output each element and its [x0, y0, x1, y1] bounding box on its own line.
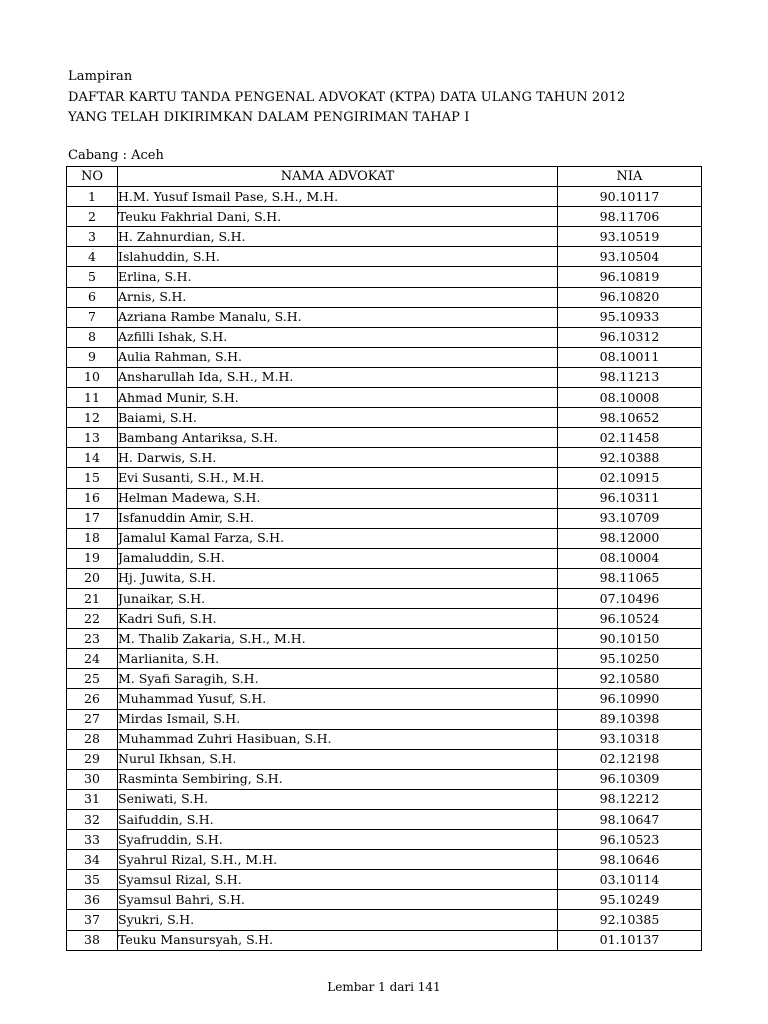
- table-row: [67, 548, 702, 568]
- nia-number: 02.12198: [558, 749, 702, 769]
- advocate-name: Jamaluddin, S.H.: [118, 548, 558, 568]
- row-number: 25: [67, 669, 118, 689]
- table-row: [67, 749, 702, 769]
- table-row: [67, 247, 702, 267]
- advocate-name: Islahuddin, S.H.: [118, 247, 558, 267]
- table-row: [67, 528, 702, 548]
- table-row: [67, 789, 702, 809]
- nia-number: 98.10646: [558, 850, 702, 870]
- advocate-name: Muhammad Zuhri Hasibuan, S.H.: [118, 729, 558, 749]
- nia-number: 93.10504: [558, 247, 702, 267]
- row-number: 15: [67, 468, 118, 488]
- table-row: [67, 709, 702, 729]
- table-row: [67, 267, 702, 287]
- lampiran-label: Lampiran: [68, 69, 133, 84]
- row-number: 6: [67, 287, 118, 307]
- row-number: 18: [67, 528, 118, 548]
- nia-number: 98.10647: [558, 810, 702, 830]
- row-number: 33: [67, 830, 118, 850]
- advocate-name: Kadri Sufi, S.H.: [118, 609, 558, 629]
- document-header: [68, 67, 708, 129]
- table-row: [67, 347, 702, 367]
- nia-number: 98.10652: [558, 408, 702, 428]
- row-number: 13: [67, 428, 118, 448]
- row-number: 30: [67, 769, 118, 789]
- row-number: 9: [67, 347, 118, 367]
- header-nia: NIA: [558, 167, 702, 187]
- nia-number: 02.10915: [558, 468, 702, 488]
- nia-number: 98.12212: [558, 789, 702, 809]
- table-row: [67, 910, 702, 930]
- table-row: [67, 568, 702, 588]
- row-number: 2: [67, 207, 118, 227]
- nia-number: 98.12000: [558, 528, 702, 548]
- advocate-name: Syafruddin, S.H.: [118, 830, 558, 850]
- advocate-name: Syahrul Rizal, S.H., M.H.: [118, 850, 558, 870]
- nia-number: 89.10398: [558, 709, 702, 729]
- nia-number: 96.10523: [558, 830, 702, 850]
- row-number: 34: [67, 850, 118, 870]
- advocate-name: Teuku Fakhrial Dani, S.H.: [118, 207, 558, 227]
- advocate-name: Saifuddin, S.H.: [118, 810, 558, 830]
- row-number: 23: [67, 629, 118, 649]
- advocate-table: [66, 166, 702, 951]
- row-number: 14: [67, 448, 118, 468]
- nia-number: 95.10249: [558, 890, 702, 910]
- nia-number: 96.10819: [558, 267, 702, 287]
- row-number: 37: [67, 910, 118, 930]
- row-number: 5: [67, 267, 118, 287]
- page-footer: Lembar 1 dari 141: [327, 980, 441, 994]
- table-row: [67, 669, 702, 689]
- table-row: [67, 488, 702, 508]
- advocate-name: Seniwati, S.H.: [118, 789, 558, 809]
- table-row: [67, 327, 702, 347]
- advocate-name: Mirdas Ismail, S.H.: [118, 709, 558, 729]
- nia-number: 96.10312: [558, 327, 702, 347]
- table-row: [67, 388, 702, 408]
- row-number: 3: [67, 227, 118, 247]
- table-row: [67, 870, 702, 890]
- nia-number: 93.10519: [558, 227, 702, 247]
- nia-number: 07.10496: [558, 588, 702, 608]
- nia-number: 98.11065: [558, 568, 702, 588]
- row-number: 24: [67, 649, 118, 669]
- nia-number: 96.10524: [558, 609, 702, 629]
- table-row: [67, 187, 702, 207]
- table-row: [67, 408, 702, 428]
- nia-number: 02.11458: [558, 428, 702, 448]
- header-name: NAMA ADVOKAT: [118, 167, 558, 187]
- branch-label: Cabang : Aceh: [68, 148, 164, 163]
- nia-number: 96.10309: [558, 769, 702, 789]
- table-row: [67, 609, 702, 629]
- row-number: 1: [67, 187, 118, 207]
- advocate-name: Rasminta Sembiring, S.H.: [118, 769, 558, 789]
- row-number: 36: [67, 890, 118, 910]
- nia-number: 92.10580: [558, 669, 702, 689]
- nia-number: 93.10709: [558, 508, 702, 528]
- row-number: 10: [67, 367, 118, 387]
- advocate-name: Azfilli Ishak, S.H.: [118, 327, 558, 347]
- table-row: [67, 649, 702, 669]
- nia-number: 98.11213: [558, 367, 702, 387]
- row-number: 12: [67, 408, 118, 428]
- nia-number: 08.10008: [558, 388, 702, 408]
- table-row: [67, 468, 702, 488]
- row-number: 28: [67, 729, 118, 749]
- advocate-name: Baiami, S.H.: [118, 408, 558, 428]
- nia-number: 93.10318: [558, 729, 702, 749]
- title-line-2: YANG TELAH DIKIRIMKAN DALAM PENGIRIMAN TAHAP I: [68, 110, 470, 125]
- advocate-name: Nurul Ikhsan, S.H.: [118, 749, 558, 769]
- advocate-name: Marlianita, S.H.: [118, 649, 558, 669]
- table-row: [67, 227, 702, 247]
- nia-number: 96.10990: [558, 689, 702, 709]
- advocate-name: M. Thalib Zakaria, S.H., M.H.: [118, 629, 558, 649]
- advocate-name: Muhammad Yusuf, S.H.: [118, 689, 558, 709]
- row-number: 26: [67, 689, 118, 709]
- row-number: 29: [67, 749, 118, 769]
- nia-number: 08.10004: [558, 548, 702, 568]
- nia-number: 01.10137: [558, 930, 702, 950]
- nia-number: 03.10114: [558, 870, 702, 890]
- row-number: 7: [67, 307, 118, 327]
- advocate-name: H. Zahnurdian, S.H.: [118, 227, 558, 247]
- advocate-name: H. Darwis, S.H.: [118, 448, 558, 468]
- table-row: [67, 850, 702, 870]
- nia-number: 96.10311: [558, 488, 702, 508]
- advocate-name: Erlina, S.H.: [118, 267, 558, 287]
- table-row: [67, 830, 702, 850]
- table-row: [67, 689, 702, 709]
- row-number: 22: [67, 609, 118, 629]
- row-number: 27: [67, 709, 118, 729]
- row-number: 8: [67, 327, 118, 347]
- row-number: 31: [67, 789, 118, 809]
- nia-number: 90.10117: [558, 187, 702, 207]
- nia-number: 92.10385: [558, 910, 702, 930]
- advocate-name: Evi Susanti, S.H., M.H.: [118, 468, 558, 488]
- row-number: 20: [67, 568, 118, 588]
- table-row: [67, 890, 702, 910]
- row-number: 32: [67, 810, 118, 830]
- nia-number: 95.10933: [558, 307, 702, 327]
- table-row: [67, 448, 702, 468]
- advocate-name: Junaikar, S.H.: [118, 588, 558, 608]
- table-row: [67, 207, 702, 227]
- advocate-name: Teuku Mansursyah, S.H.: [118, 930, 558, 950]
- advocate-name: Hj. Juwita, S.H.: [118, 568, 558, 588]
- row-number: 38: [67, 930, 118, 950]
- advocate-name: Helman Madewa, S.H.: [118, 488, 558, 508]
- advocate-name: Ahmad Munir, S.H.: [118, 388, 558, 408]
- nia-number: 90.10150: [558, 629, 702, 649]
- table-row: [67, 729, 702, 749]
- row-number: 11: [67, 388, 118, 408]
- row-number: 19: [67, 548, 118, 568]
- row-number: 4: [67, 247, 118, 267]
- row-number: 35: [67, 870, 118, 890]
- advocate-name: H.M. Yusuf Ismail Pase, S.H., M.H.: [118, 187, 558, 207]
- table-row: [67, 428, 702, 448]
- advocate-name: Arnis, S.H.: [118, 287, 558, 307]
- nia-number: 96.10820: [558, 287, 702, 307]
- row-number: 16: [67, 488, 118, 508]
- nia-number: 92.10388: [558, 448, 702, 468]
- advocate-name: Ansharullah Ida, S.H., M.H.: [118, 367, 558, 387]
- nia-number: 98.11706: [558, 207, 702, 227]
- table-row: [67, 588, 702, 608]
- title-line-1: DAFTAR KARTU TANDA PENGENAL ADVOKAT (KTPA) DATA ULANG TAHUN 2012: [68, 89, 626, 105]
- row-number: 17: [67, 508, 118, 528]
- advocate-name: Syukri, S.H.: [118, 910, 558, 930]
- advocate-name: Isfanuddin Amir, S.H.: [118, 508, 558, 528]
- advocate-name: Jamalul Kamal Farza, S.H.: [118, 528, 558, 548]
- advocate-name: Syamsul Rizal, S.H.: [118, 870, 558, 890]
- table-row: [67, 508, 702, 528]
- nia-number: 95.10250: [558, 649, 702, 669]
- advocate-name: M. Syafi Saragih, S.H.: [118, 669, 558, 689]
- table-row: [67, 769, 702, 789]
- advocate-name: Bambang Antariksa, S.H.: [118, 428, 558, 448]
- header-no: NO: [67, 167, 118, 187]
- row-number: 21: [67, 588, 118, 608]
- advocate-name: Azriana Rambe Manalu, S.H.: [118, 307, 558, 327]
- table-header-row: [67, 167, 702, 187]
- table-row: [67, 367, 702, 387]
- nia-number: 08.10011: [558, 347, 702, 367]
- table-row: [67, 930, 702, 950]
- table-row: [67, 629, 702, 649]
- table-row: [67, 307, 702, 327]
- table-row: [67, 287, 702, 307]
- advocate-name: Syamsul Bahri, S.H.: [118, 890, 558, 910]
- table-row: [67, 810, 702, 830]
- advocate-name: Aulia Rahman, S.H.: [118, 347, 558, 367]
